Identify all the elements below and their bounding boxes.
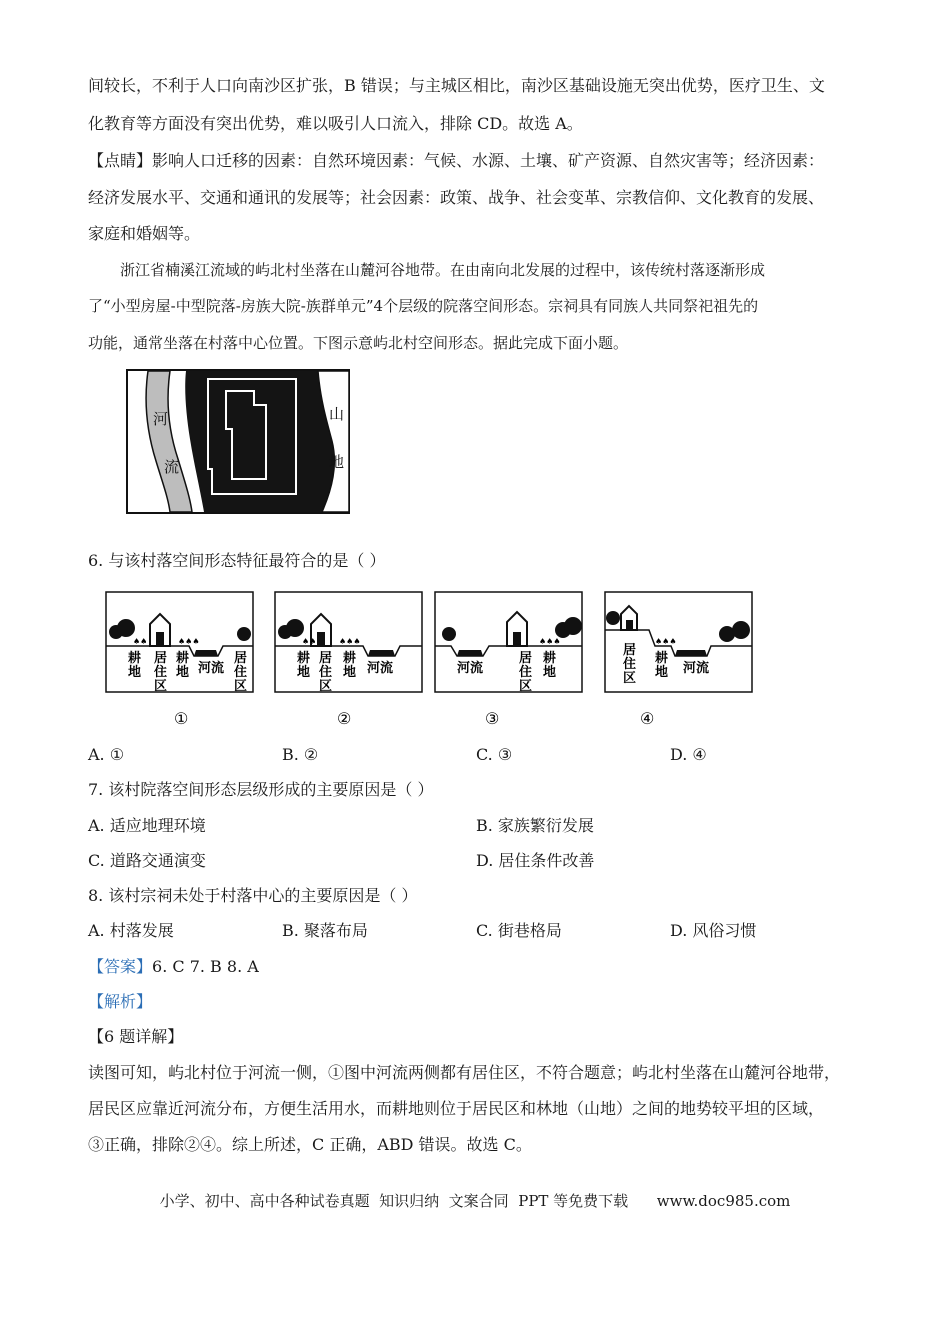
svg-text:♠♠♠: ♠♠♠ bbox=[655, 637, 677, 646]
svg-text:住: 住 bbox=[519, 665, 533, 680]
svg-text:耕: 耕 bbox=[543, 651, 557, 666]
svg-text:耕: 耕 bbox=[297, 651, 311, 666]
svg-text:♠♠: ♠♠ bbox=[302, 637, 317, 646]
tip-label: 【点睛】 bbox=[88, 151, 153, 170]
svg-text:住: 住 bbox=[319, 665, 333, 680]
svg-text:地: 地 bbox=[343, 665, 357, 680]
svg-text:居: 居 bbox=[623, 643, 637, 658]
svg-text:♠♠♠: ♠♠♠ bbox=[178, 637, 200, 646]
analysis-label: 【解析】 bbox=[88, 992, 153, 1011]
svg-text:地: 地 bbox=[655, 665, 669, 680]
svg-text:♠♠♠: ♠♠♠ bbox=[339, 637, 361, 646]
figure-3 bbox=[435, 592, 582, 728]
intro-line: 了“小型房屋-中型院落-房族大院-族群单元”4个层级的院落空间形态。宗祠具有同族人共同祭祀祖先的 bbox=[88, 297, 759, 315]
svg-text:区: 区 bbox=[319, 679, 333, 694]
detail-label: 【6 题详解】 bbox=[88, 1027, 184, 1046]
q7-option-d[interactable]: D. 居住条件改善 bbox=[476, 851, 595, 870]
svg-text:住: 住 bbox=[154, 665, 168, 680]
map-river-char: 流 bbox=[164, 458, 180, 476]
svg-text:居: 居 bbox=[519, 651, 533, 666]
svg-text:住: 住 bbox=[623, 657, 637, 672]
svg-text:区: 区 bbox=[154, 679, 168, 694]
svg-text:♠♠♠: ♠♠♠ bbox=[539, 637, 561, 646]
q7-option-a[interactable]: A. 适应地理环境 bbox=[88, 816, 206, 835]
svg-text:耕: 耕 bbox=[343, 651, 357, 666]
map-mountain-char: 地 bbox=[329, 453, 345, 471]
fig1-label: 居 bbox=[154, 651, 168, 666]
svg-text:河流: 河流 bbox=[683, 661, 710, 676]
figure-2 bbox=[275, 592, 422, 728]
detail-line: 居民区应靠近河流分布，方便生活用水，而耕地则位于居民区和林地（山地）之间的地势较平坦的区域， bbox=[88, 1099, 825, 1118]
answer-line bbox=[88, 956, 259, 978]
q8-option-a[interactable]: A. 村落发展 bbox=[88, 921, 174, 940]
svg-text:区: 区 bbox=[234, 679, 248, 694]
svg-text:地: 地 bbox=[543, 665, 557, 680]
answer-text: 6. C 7. B 8. A bbox=[152, 957, 259, 976]
svg-text:区: 区 bbox=[623, 671, 637, 686]
fig1-label: 居 bbox=[234, 651, 248, 666]
map-river-char: 河 bbox=[153, 410, 169, 428]
fig1-num: ① bbox=[174, 709, 189, 728]
q7-option-c[interactable]: C. 道路交通演变 bbox=[88, 851, 206, 870]
svg-text:河流: 河流 bbox=[457, 661, 484, 676]
svg-text:河流: 河流 bbox=[367, 661, 394, 676]
fig1-label: 耕 bbox=[176, 651, 190, 666]
fig1-label: 耕 bbox=[128, 651, 142, 666]
page-footer: 小学、初中、高中各种试卷真题 知识归纳 文案合同 PPT 等免费下载 www.doc985.com bbox=[159, 1192, 791, 1210]
tip-line bbox=[88, 150, 824, 172]
figure-1 bbox=[106, 592, 253, 728]
svg-text:区: 区 bbox=[519, 679, 533, 694]
village-map bbox=[126, 369, 350, 514]
q7-stem: 7. 该村院落空间形态层级形成的主要原因是（ ） bbox=[88, 780, 434, 799]
text-line: 间较长，不利于人口向南沙区扩张，B 错误；与主城区相比，南沙区基础设施无突出优势，医疗卫生、文 bbox=[88, 76, 825, 95]
q6-option-c[interactable]: C. ③ bbox=[476, 745, 513, 764]
svg-text:住: 住 bbox=[234, 665, 248, 680]
q8-option-c[interactable]: C. 街巷格局 bbox=[476, 921, 562, 940]
svg-text:地: 地 bbox=[176, 665, 190, 680]
fig2-num: ② bbox=[337, 709, 352, 728]
q6-option-d[interactable]: D. ④ bbox=[670, 745, 707, 764]
answer-label: 【答案】 bbox=[88, 957, 153, 976]
detail-line: 读图可知，屿北村位于河流一侧，①图中河流两侧都有居住区，不符合题意；屿北村坐落在山麓河谷地带， bbox=[88, 1063, 841, 1082]
text-line: 化教育等方面没有突出优势，难以吸引人口流入，排除 CD。故选 A。 bbox=[88, 114, 583, 133]
intro-line: 功能，通常坐落在村落中心位置。下图示意屿北村空间形态。据此完成下面小题。 bbox=[88, 334, 629, 352]
svg-text:♠♠: ♠♠ bbox=[133, 637, 148, 646]
fig3-num: ③ bbox=[485, 709, 500, 728]
q6-option-b[interactable]: B. ② bbox=[282, 745, 319, 764]
q8-stem: 8. 该村宗祠未处于村落中心的主要原因是（ ） bbox=[88, 886, 418, 905]
svg-text:耕: 耕 bbox=[655, 651, 669, 666]
intro-line: 浙江省楠溪江流域的屿北村坐落在山麓河谷地带。在由南向北发展的过程中，该传统村落逐渐形成 bbox=[120, 261, 766, 279]
fig1-label: 河流 bbox=[198, 661, 225, 676]
q6-figures bbox=[100, 588, 760, 728]
figure-4 bbox=[605, 592, 752, 728]
q6-stem: 6. 与该村落空间形态特征最符合的是（ ） bbox=[88, 551, 386, 570]
svg-text:地: 地 bbox=[128, 665, 142, 680]
svg-text:居: 居 bbox=[319, 651, 333, 666]
fig4-num: ④ bbox=[640, 709, 655, 728]
tip-line: 经济发展水平、交通和通讯的发展等；社会因素：政策、战争、社会变革、宗教信仰、文化教育的发展、 bbox=[88, 188, 825, 207]
q6-option-a[interactable]: A. ① bbox=[88, 745, 125, 764]
tip-line: 家庭和婚姻等。 bbox=[88, 224, 201, 243]
map-mountain-char: 山 bbox=[329, 405, 345, 423]
svg-text:地: 地 bbox=[297, 665, 311, 680]
q7-option-b[interactable]: B. 家族繁衍发展 bbox=[476, 816, 594, 835]
detail-line: ③正确，排除②④。综上所述，C 正确，ABD 错误。故选 C。 bbox=[88, 1135, 532, 1154]
tip-text: 影响人口迁移的因素：自然环境因素：气候、水源、土壤、矿产资源、自然灾害等；经济因素： bbox=[152, 151, 825, 170]
q8-option-b[interactable]: B. 聚落布局 bbox=[282, 921, 368, 940]
q8-option-d[interactable]: D. 风俗习惯 bbox=[670, 921, 757, 940]
